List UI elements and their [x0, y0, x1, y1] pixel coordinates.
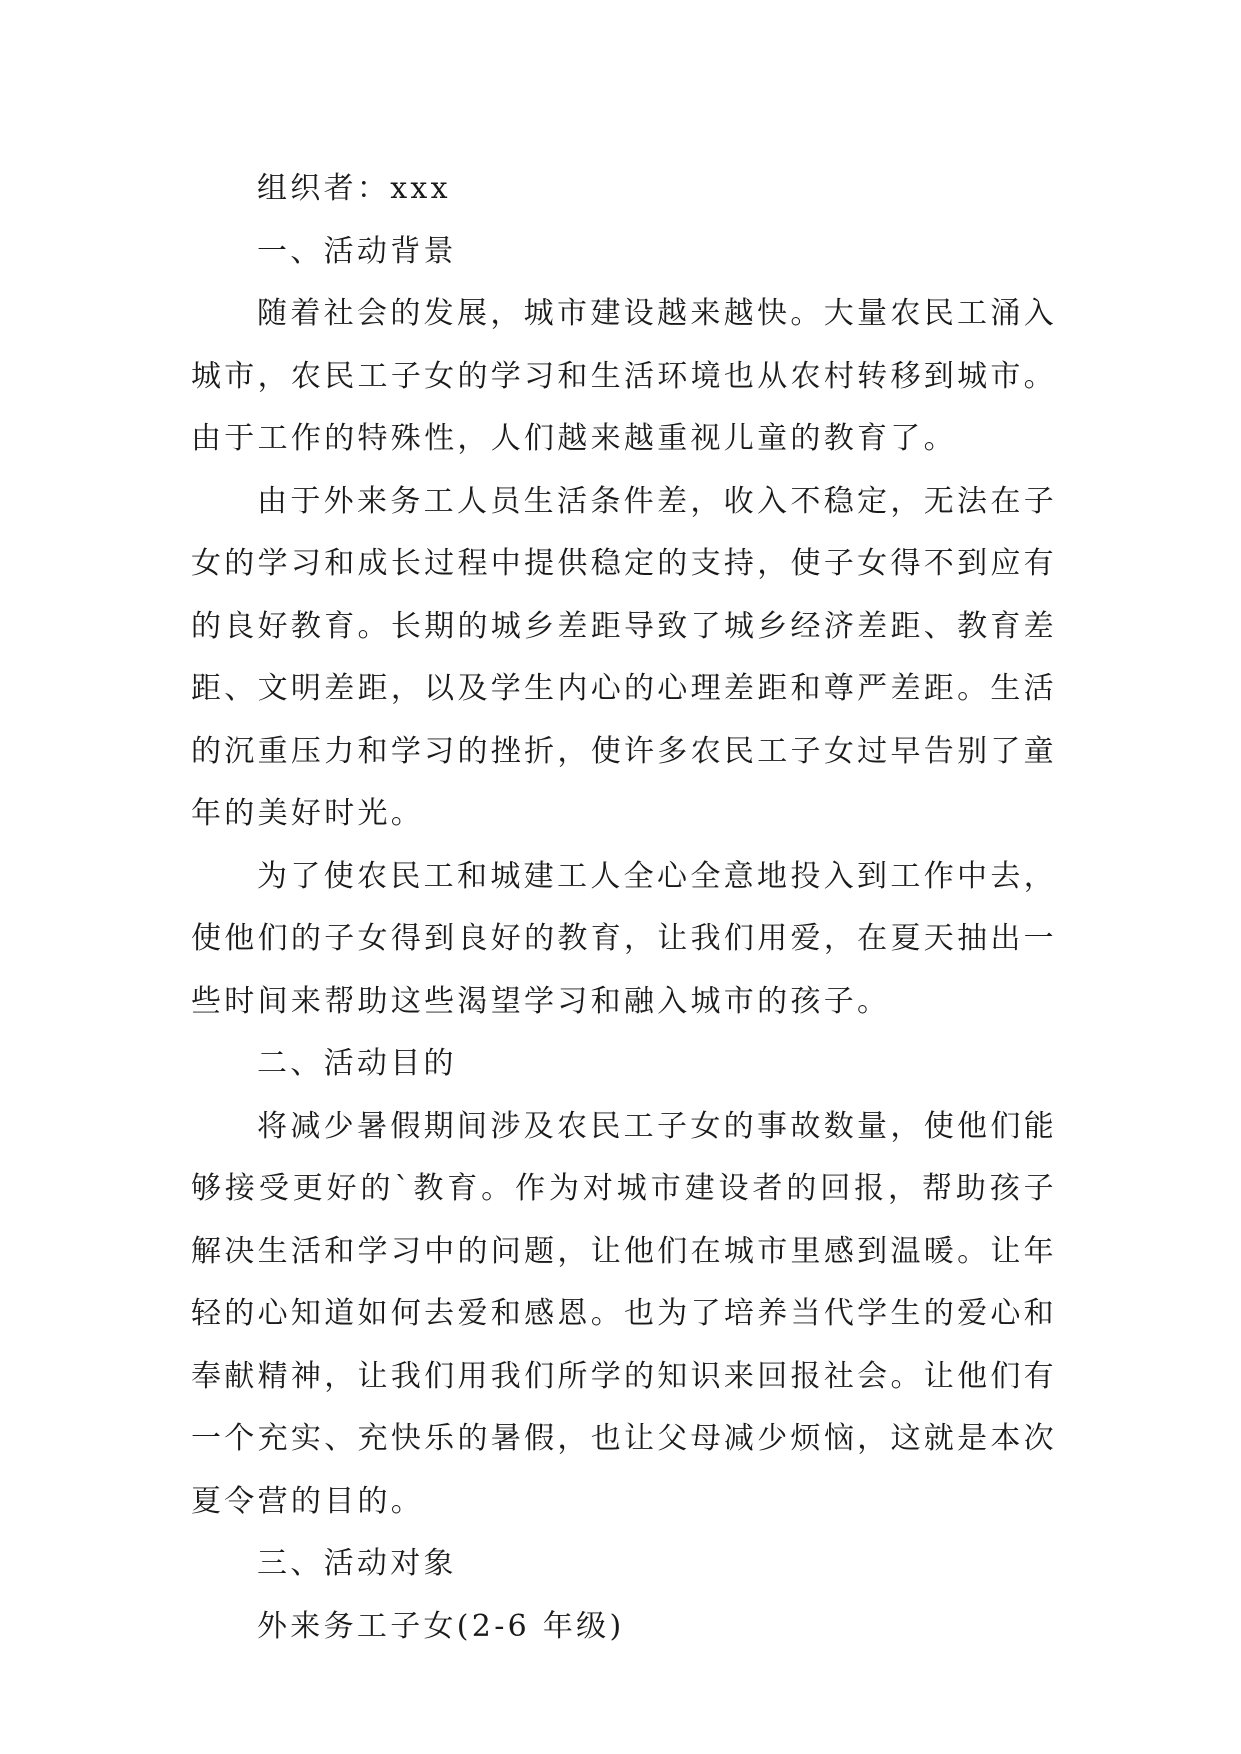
organizer-line: 组织者：xxx — [257, 171, 451, 206]
paragraph-purpose: 将减少暑假期间涉及农民工子女的事故数量，使他们能够接受更好的`教育。作为对城市建设者的回报，帮助孩子解决生活和学习中的问题，让他们在城市里感到温暖。让年轻的心知道如何去爱和感恩。也为了培养当代学生的爱心和奉献精神，让我们用我们所学的知识来回报社会。让他们有一个充实、充快乐的暑假，也让父母减少烦恼，这就是本次夏令营的目的。 — [191, 1108, 1057, 1519]
paragraph-background-1: 随着社会的发展，城市建设越来越快。大量农民工涌入城市，农民工子女的学习和生活环境也从农村转移到城市。由于工作的特殊性，人们越来越重视儿童的教育了。 — [191, 296, 1057, 456]
section-heading-target: 三、活动对象 — [257, 1546, 457, 1581]
document-body — [191, 158, 1057, 1658]
section-heading-purpose: 二、活动目的 — [257, 1046, 457, 1081]
section-heading-background: 一、活动背景 — [257, 233, 457, 269]
paragraph-background-3: 为了使农民工和城建工人全心全意地投入到工作中去，使他们的子女得到良好的教育，让我们用爱，在夏天抽出一些时间来帮助这些渴望学习和融入城市的孩子。 — [191, 858, 1057, 1019]
paragraph-target: 外来务工子女(2-6 年级) — [257, 1608, 625, 1644]
paragraph-background-2: 由于外来务工人员生活条件差，收入不稳定，无法在子女的学习和成长过程中提供稳定的支持，使子女得不到应有的良好教育。长期的城乡差距导致了城乡经济差距、教育差距、文明差距，以及学生内心的心理差距和尊严差距。生活的沉重压力和学习的挫折，使许多农民工子女过早告别了童年的美好时光。 — [191, 483, 1057, 831]
